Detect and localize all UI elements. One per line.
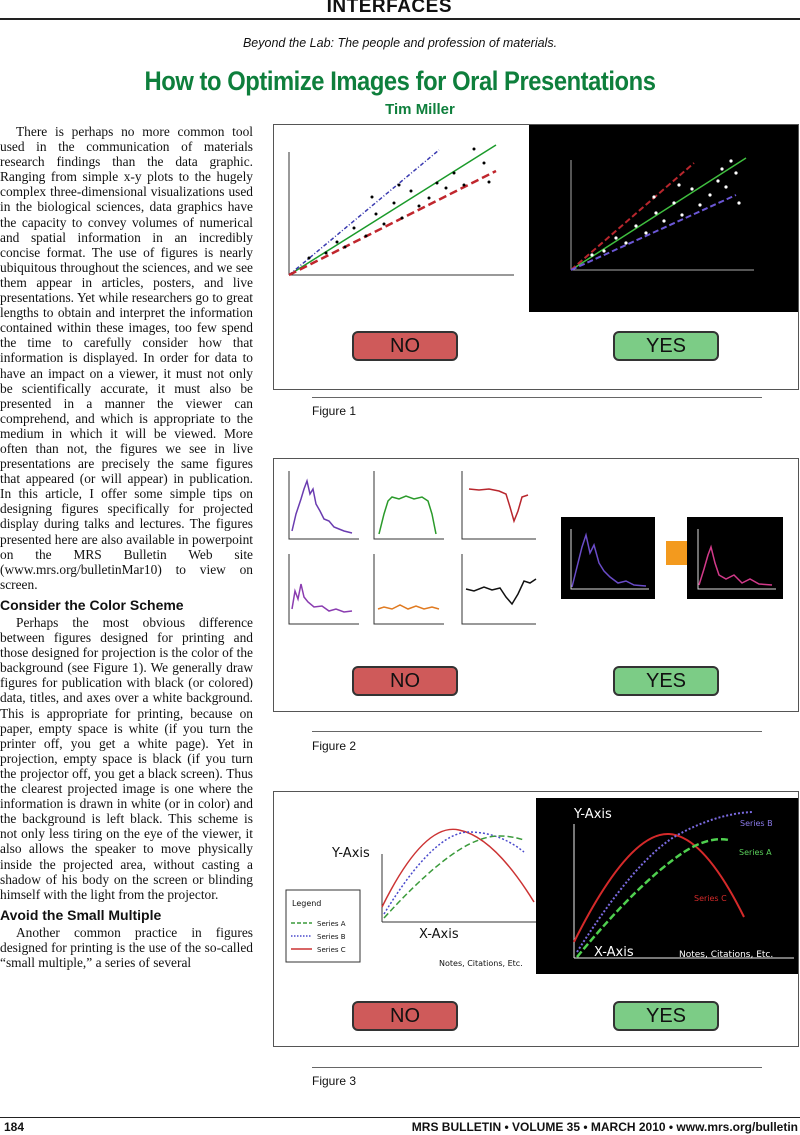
heading-small-multiple: Avoid the Small Multiple bbox=[0, 906, 162, 923]
fig3-white-y-label: Y-Axis bbox=[332, 846, 370, 861]
figure-3-yes-label: YES bbox=[613, 1001, 719, 1031]
heading-color-scheme: Consider the Color Scheme bbox=[0, 596, 184, 613]
legend-series-c: Series C bbox=[317, 946, 346, 954]
fig3-legend bbox=[286, 890, 360, 962]
article-title: How to Optimize Images for Oral Presentations bbox=[144, 66, 656, 96]
article-column bbox=[0, 124, 253, 970]
fig3-white-series-b bbox=[384, 832, 524, 914]
figure-1-no-label: NO bbox=[352, 331, 458, 361]
figure-2-caption: Figure 2 bbox=[312, 739, 357, 753]
fig3-white-x-label: X-Axis bbox=[419, 927, 459, 942]
paragraph-intro: There is perhaps no more common tool used in the communication of materials research findings than the data graphic. Ranging from simple x-y plots to the hugely complex three-dimensional visualizations used in the biological sciences, data graphics have the capacity to convey volumes of numerical and spatial information in an incredibly concise format. The use of figures is nearly ubiquitous throughout the sciences, and we see them appear in articles, posters, and live presentations. Yet while researchers go to great lengths to obtain and interpret the information contained within these images, too few spend the time to carefully consider how that information is displayed. In order for data to have an impact on a viewer, it must not only be scientifically accurate, it must also be presented in a manner the viewer can comprehend, and which is appropriate to the medium in which it will be viewed. More often than not, the figures we see in live presentations are precisely the same figures that appeared (or will appear) in publication. In this article, I offer some simple tips on designing figures specifically for projected display during talks and lectures. The figures presented here are also available in powerpoint on the MRS Bulletin Web site (www.mrs.org/bulletinMar10) to view on screen. bbox=[0, 124, 253, 592]
paragraph-small-multiple: Another common practice in figures designed for printing is the use of the so-called “small multiple,” a series of several bbox=[0, 924, 253, 971]
page-footer bbox=[0, 1117, 800, 1135]
fig3-black-label-a: Series A bbox=[739, 848, 772, 857]
fig3-white-notes: Notes, Citations, Etc. bbox=[439, 959, 523, 968]
figure-1-white-plot bbox=[289, 145, 514, 275]
figure-1-yes-label: YES bbox=[613, 331, 719, 361]
panel-black bbox=[466, 579, 536, 604]
figure-2-yes-label: YES bbox=[613, 666, 719, 696]
section-subtitle: Beyond the Lab: The people and profession of materials. bbox=[242, 36, 558, 50]
figure-1-caption: Figure 1 bbox=[312, 404, 357, 418]
figure-2-black-panel-right bbox=[687, 517, 783, 599]
header-bar bbox=[0, 0, 800, 20]
panel-red bbox=[469, 489, 528, 521]
figure-3-rule bbox=[312, 1067, 762, 1068]
section-tag: INTERFACES bbox=[321, 0, 458, 18]
figure-2-black-panel-left bbox=[561, 517, 655, 599]
legend-title: Legend bbox=[292, 899, 322, 908]
figure-1-black-plot bbox=[529, 125, 798, 312]
figure-1 bbox=[273, 124, 799, 390]
figure-3-no-label: NO bbox=[352, 1001, 458, 1031]
figure-2-no-label: NO bbox=[352, 666, 458, 696]
panel-orange bbox=[378, 605, 439, 609]
article-author: Tim Miller bbox=[385, 101, 455, 118]
paragraph-color-scheme: Perhaps the most obvious difference between figures designed for printing and those designed for projection is the color of the background (see Figure 1). We generally draw figures for publication with black (or colored) data, titles, and axes over a white background. This is appropriate for printing, because on paper, empty space is white (if you turn the printer off, you get a white page). Yet in projection, empty space is black (if you turn the projector off, you get a black screen). Thus the clearest projected image is one where the information is drawn in white (or in color) and the background is left black. This scheme is not only less tiring on the eye of the viewer, it also allows the speaker to move physically inside the projected area, without casting a shadow of his body on the screen or blinding himself with the light from the projector. bbox=[0, 615, 253, 902]
figure-3 bbox=[273, 791, 799, 1047]
figure-2-rule bbox=[312, 731, 762, 732]
fig3-white-series-a bbox=[384, 836, 524, 918]
header-rule bbox=[0, 18, 800, 20]
figure-2 bbox=[273, 458, 799, 712]
page-number: 184 bbox=[4, 1120, 25, 1134]
panel-purple-1 bbox=[292, 481, 352, 533]
figure-3-caption: Figure 3 bbox=[312, 1074, 357, 1088]
journal-info: MRS BULLETIN • VOLUME 35 • MARCH 2010 • www.mrs.org/bulletin bbox=[411, 1120, 798, 1134]
fig3-black-label-c: Series C bbox=[694, 894, 727, 903]
legend-series-b: Series B bbox=[317, 933, 346, 941]
legend-series-a: Series A bbox=[317, 920, 346, 928]
panel-purple-2 bbox=[292, 584, 352, 612]
fig3-black-y-label: Y-Axis bbox=[574, 807, 612, 822]
panel-green bbox=[379, 496, 436, 534]
fig3-black-label-b: Series B bbox=[740, 819, 773, 828]
fig3-black-notes: Notes, Citations, Etc. bbox=[679, 950, 774, 960]
figure-1-rule bbox=[312, 397, 762, 398]
fig3-black-x-label: X-Axis bbox=[594, 945, 634, 960]
small-multiple-axes bbox=[289, 471, 536, 624]
